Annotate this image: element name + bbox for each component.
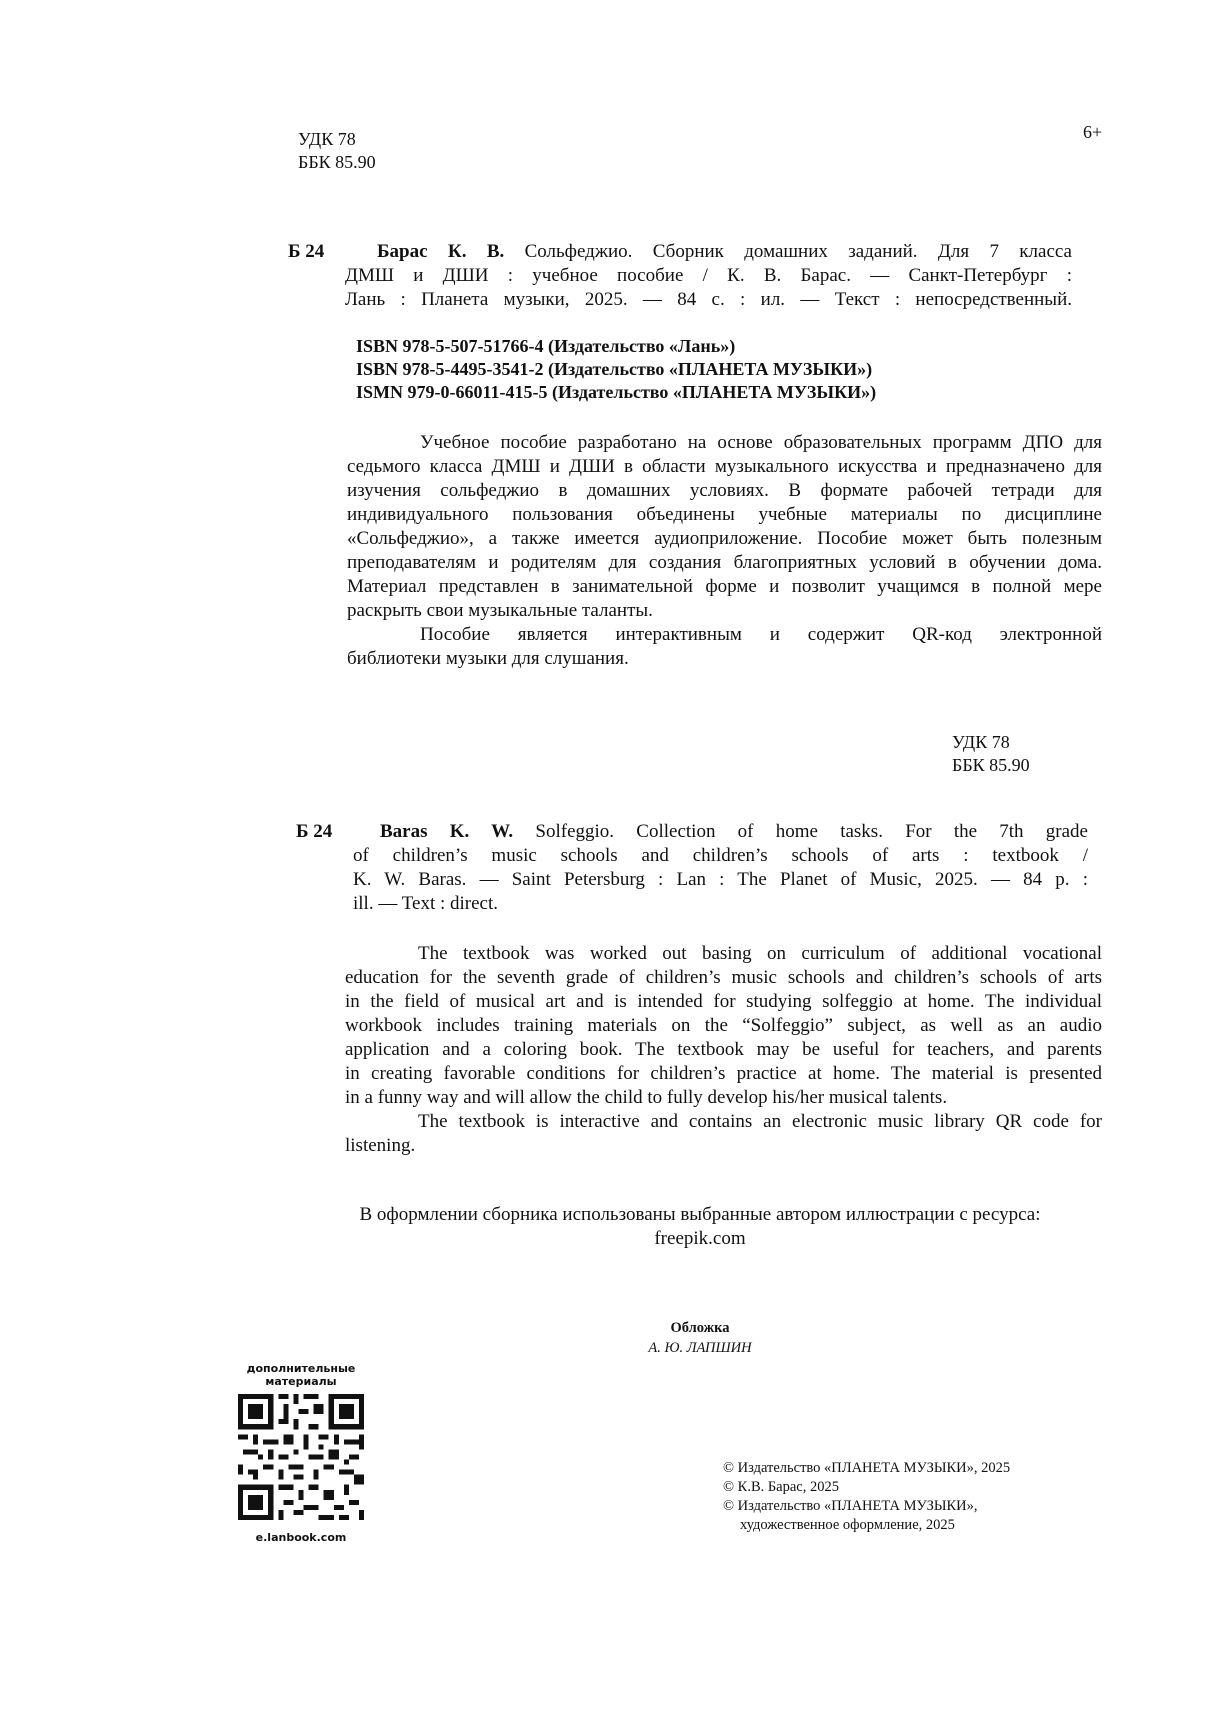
ismn-planeta: ISMN 979-0-66011-415-5 (Издательство «ПЛАНЕТА МУЗЫКИ») [356, 382, 877, 402]
ru-author: Барас К. В. [377, 241, 505, 262]
ru-bibliographic-record-cont: ДМШ и ДШИ : учебное пособие / К. В. Барас. — Санкт-Петербург : Лань : Планета музыки, 2025. — 84 с. : ил. — Текст : непосредственный. [345, 265, 1072, 310]
ru-abstract-line: индивидуального пользования объединены учебные материалы по дисциплине [347, 504, 1102, 525]
cover-label: Обложка [670, 1320, 730, 1336]
en-bbk-code: ББК 85.90 [952, 755, 1030, 775]
age-rating: 6+ [1083, 122, 1103, 142]
en-abstract-line: education for the seventh grade of children’s music schools and children’s schools of arts [345, 967, 1102, 988]
qr-block [232, 1362, 370, 1545]
ru-abstract-line: седьмого класса ДМШ и ДШИ в области музыкального искусства и предназначено для [347, 456, 1102, 477]
cover-credit [580, 1318, 820, 1358]
en-abstract-line: in a funny way and will allow the child to fully develop his/her musical talents. [345, 1087, 948, 1108]
en-abstract-line: The textbook is interactive and contains an electronic music library QR code for [418, 1111, 1102, 1132]
en-bibliographic-record: Baras K. W. Solfeggio. Collection of home tasks. For the 7th grade [380, 821, 1088, 842]
en-bibliographic-record-cont: of children’s music schools and children’s schools of arts : textbook / K. W. Baras. — Saint Petersburg : Lan : The Planet of Music, 2025. — 84 p. : ill. — Text : direct. [353, 845, 1088, 914]
en-abstract-line: listening. [345, 1135, 416, 1156]
copyright-line: художественное оформление, 2025 [740, 1517, 955, 1533]
en-classification [952, 731, 1030, 777]
illustrations-credit: В оформлении сборника использованы выбранные автором иллюстрации с ресурса: freepik.com [300, 1203, 1100, 1251]
freepik-link: freepik.com [654, 1228, 746, 1249]
ru-abstract-line: преподавателям и родителям для создания благоприятных условий в обучении дома. [347, 552, 1102, 573]
en-udk-code: УДК 78 [952, 732, 1010, 752]
ru-abstract-line: изучения сольфеджио в домашних условиях. В формате рабочей тетради для [347, 480, 1102, 501]
header-classification [298, 128, 376, 174]
ru-bibliographic-record: Барас К. В. Сольфеджио. Сборник домашних заданий. Для 7 класса [377, 241, 1072, 262]
copyright-block [723, 1459, 1010, 1535]
cover-artist: А. Ю. ЛАПШИН [648, 1340, 752, 1356]
isbn-planeta: ISBN 978-5-4495-3541-2 (Издательство «ПЛАНЕТА МУЗЫКИ») [356, 359, 873, 379]
en-abstract-line: in the field of musical art and is intended for studying solfeggio at home. The individual [345, 991, 1102, 1012]
qr-url: e.lanbook.com [255, 1531, 347, 1544]
en-abstract [345, 942, 1102, 1158]
ru-record-index: Б 24 [288, 241, 325, 262]
en-abstract-line: The textbook was worked out basing on curriculum of additional vocational [418, 943, 1102, 964]
ru-abstract [347, 431, 1102, 671]
ru-abstract-line: Материал представлен в занимательной форме и позволит учащимся в полной мере [347, 576, 1102, 597]
copyright-line: © Издательство «ПЛАНЕТА МУЗЫКИ», [723, 1498, 978, 1514]
en-author: Baras K. W. [380, 821, 514, 842]
isbn-block [356, 335, 876, 404]
ru-abstract-line: Пособие является интерактивным и содержит QR-код электронной [420, 624, 1102, 645]
qr-label: дополнительные материалы [246, 1362, 356, 1388]
bbk-code: ББК 85.90 [298, 152, 376, 172]
en-abstract-line: in creating favorable conditions for children’s practice at home. The material is presented [345, 1063, 1102, 1084]
qr-code[interactable] [238, 1394, 364, 1520]
en-record-index: Б 24 [296, 821, 333, 842]
en-abstract-line: application and a coloring book. The textbook may be useful for teachers, and parents [345, 1039, 1102, 1060]
en-abstract-line: workbook includes training materials on the “Solfeggio” subject, as well as an audio [345, 1015, 1102, 1036]
ru-abstract-line: библиотеки музыки для слушания. [347, 648, 629, 669]
copyright-line: © Издательство «ПЛАНЕТА МУЗЫКИ», 2025 [723, 1460, 1011, 1476]
ru-abstract-line: «Сольфеджио», а также имеется аудиоприложение. Пособие может быть полезным [347, 528, 1102, 549]
copyright-line: © К.В. Барас, 2025 [723, 1479, 839, 1495]
udk-code: УДК 78 [298, 129, 356, 149]
ru-abstract-line: Учебное пособие разработано на основе образовательных программ ДПО для [420, 432, 1102, 453]
isbn-lan: ISBN 978-5-507-51766-4 (Издательство «Лань») [356, 336, 736, 356]
ru-abstract-line: раскрыть свои музыкальные таланты. [347, 600, 653, 621]
